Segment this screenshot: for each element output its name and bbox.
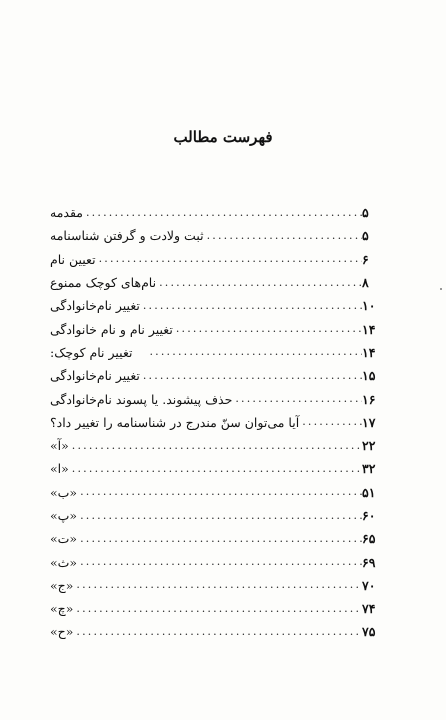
toc-entry-page: ۱۶ bbox=[362, 391, 376, 407]
toc-entry-label: مقدمه bbox=[50, 205, 83, 221]
toc-entry-label: تعیین نام bbox=[50, 251, 96, 267]
table-of-contents bbox=[48, 201, 384, 644]
toc-entry-label: نام‌های کوچک ممنوع bbox=[50, 275, 157, 291]
toc-entry bbox=[48, 364, 384, 387]
dot-leader bbox=[77, 532, 362, 546]
toc-entry-label: آیا می‌توان سنّ مندرج در شناسنامه را تغییر داد؟ bbox=[50, 414, 300, 430]
toc-entry-label: «ح» bbox=[50, 624, 74, 640]
dot-leader bbox=[69, 439, 362, 453]
toc-entry bbox=[48, 597, 384, 620]
toc-entry-page: ۸ bbox=[362, 275, 369, 291]
toc-entry-label: تغییر نام‌خانوادگی bbox=[50, 298, 140, 314]
toc-entry-label: حذف پیشوند. یا پسوند نام‌خانوادگی bbox=[50, 391, 233, 407]
toc-entry bbox=[48, 341, 384, 364]
dot-leader bbox=[77, 509, 362, 523]
dot-leader bbox=[232, 392, 362, 406]
toc-entry-page: ۱۷ bbox=[362, 414, 376, 430]
toc-entry-label: تغییر نام کوچک: bbox=[50, 344, 133, 360]
toc-entry-page: ۵۱ bbox=[362, 484, 376, 500]
dot-leader bbox=[77, 555, 362, 569]
toc-entry-label: «ب» bbox=[50, 484, 78, 500]
toc-entry-label: تغییر نام و نام خانوادگی bbox=[50, 321, 173, 337]
toc-entry-label: تغییر نام‌خانوادگی bbox=[50, 368, 140, 384]
toc-entry bbox=[48, 620, 384, 643]
toc-entry bbox=[48, 271, 384, 294]
toc-entry-page: ۶۰ bbox=[362, 508, 376, 523]
toc-entry-page: ۵ bbox=[362, 228, 369, 244]
dot-leader bbox=[204, 229, 362, 243]
toc-entry-page: ۵ bbox=[362, 205, 369, 221]
toc-entry-label: ثبت ولادت و گرفتن شناسنامه bbox=[50, 228, 204, 244]
toc-entry bbox=[48, 574, 384, 597]
toc-entry-label: «ث» bbox=[50, 554, 78, 570]
dot-leader bbox=[77, 485, 362, 499]
toc-entry bbox=[48, 527, 384, 550]
dot-leader bbox=[156, 276, 362, 290]
dot-leader bbox=[146, 345, 362, 359]
toc-entry bbox=[48, 224, 384, 247]
toc-entry-label: «ت» bbox=[50, 531, 78, 547]
dot-leader bbox=[73, 602, 362, 616]
toc-entry bbox=[48, 457, 384, 480]
toc-entry bbox=[48, 294, 384, 317]
dot-leader bbox=[140, 299, 362, 313]
margin-speck bbox=[440, 288, 442, 290]
page-title: فهرست مطالب bbox=[173, 128, 273, 146]
toc-entry bbox=[48, 550, 384, 573]
dot-leader bbox=[140, 369, 362, 383]
toc-entry-label: «ا» bbox=[50, 461, 69, 477]
toc-entry bbox=[48, 317, 384, 340]
toc-entry-page: ۶ bbox=[362, 251, 369, 267]
toc-entry bbox=[48, 201, 384, 224]
toc-entry bbox=[48, 504, 384, 527]
toc-entry-label: «ج» bbox=[50, 577, 74, 593]
toc-entry bbox=[48, 387, 384, 410]
toc-entry bbox=[48, 434, 384, 457]
toc-entry-page: ۱۵ bbox=[362, 368, 376, 384]
toc-entry bbox=[48, 411, 384, 434]
toc-entry-label: «چ» bbox=[50, 601, 74, 617]
dot-leader bbox=[173, 322, 362, 336]
toc-entry-label: «آ» bbox=[50, 438, 69, 454]
toc-entry bbox=[48, 481, 384, 504]
dot-leader bbox=[96, 252, 362, 266]
dot-leader bbox=[299, 415, 362, 429]
dot-leader bbox=[73, 625, 362, 639]
toc-entry-page: ۷۵ bbox=[362, 624, 376, 640]
toc-entry-page: ۲۲ bbox=[362, 438, 376, 454]
dot-leader bbox=[69, 462, 362, 476]
toc-entry-label: «پ» bbox=[50, 508, 78, 523]
toc-entry-page: ۶۵ bbox=[362, 531, 376, 547]
toc-entry-page: ۱۰ bbox=[362, 298, 376, 314]
toc-entry-page: ۱۴ bbox=[362, 344, 376, 360]
toc-entry-page: ۶۹ bbox=[362, 554, 376, 570]
dot-leader bbox=[83, 206, 362, 220]
toc-entry-page: ۷۰ bbox=[362, 577, 376, 593]
toc-entry-page: ۳۲ bbox=[362, 461, 376, 477]
toc-entry-page: ۱۴ bbox=[362, 321, 376, 337]
toc-entry bbox=[48, 248, 384, 271]
dot-leader bbox=[73, 578, 362, 592]
toc-entry-page: ۷۴ bbox=[362, 601, 376, 617]
